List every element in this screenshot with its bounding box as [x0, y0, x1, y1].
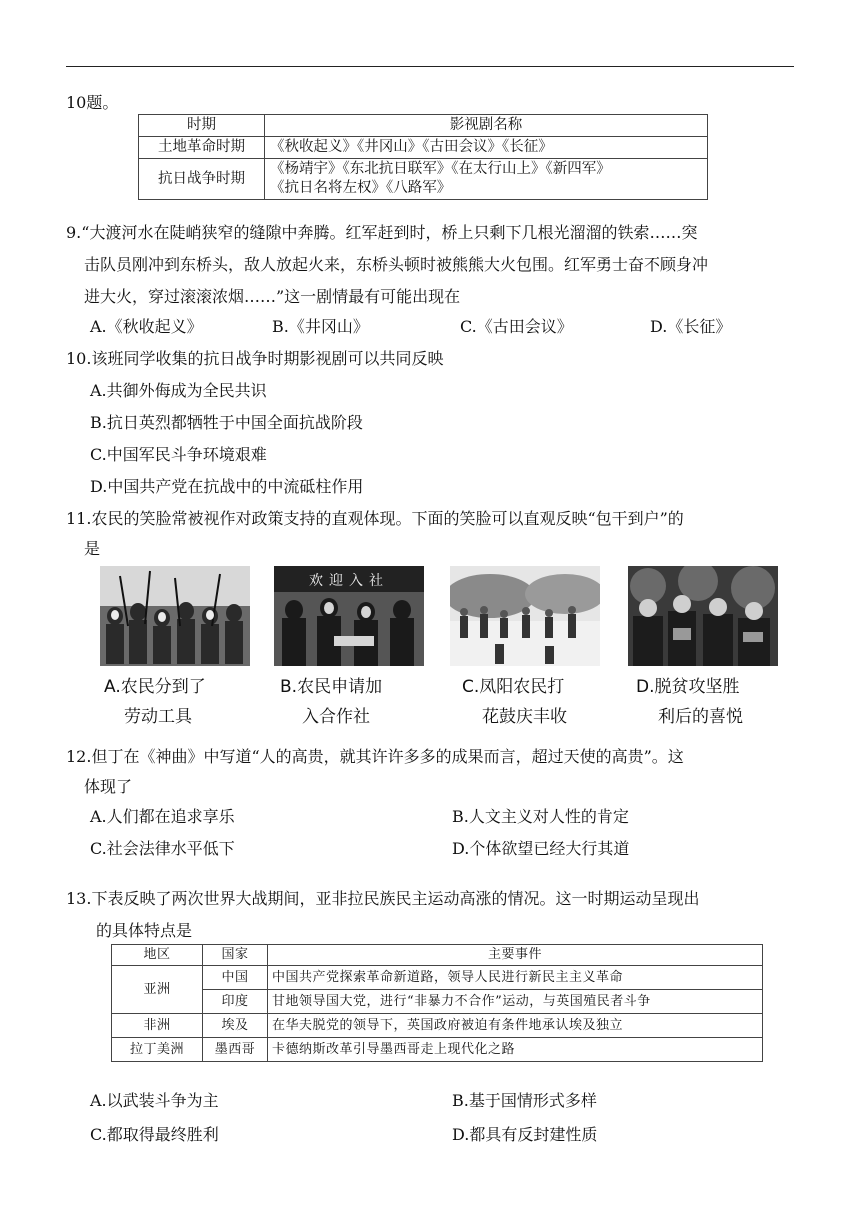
- q11-option-a-line2: 劳动工具: [124, 707, 192, 727]
- photo-join-cooperative: [274, 566, 424, 666]
- table-cell-titles: [265, 159, 708, 200]
- q10-option-c[interactable]: C.中国军民斗争环境艰难: [90, 445, 267, 464]
- q13-stem-line: 13.下表反映了两次世界大战期间，亚非拉民族民主运动高涨的情况。这一时期运动呈现出: [66, 889, 700, 908]
- table-cell-titles-line: 《抗日名将左权》《八路军》: [270, 180, 452, 196]
- table-cell-country: 埃及: [203, 1014, 268, 1038]
- q11-option-c[interactable]: [462, 672, 622, 732]
- table-header-period: 时期: [139, 115, 265, 137]
- q10-option-a[interactable]: A.共御外侮成为全民共识: [90, 381, 267, 400]
- table-cell-event: 卡德纳斯改革引导墨西哥走上现代化之路: [268, 1038, 763, 1062]
- table-cell-country: 印度: [203, 990, 268, 1014]
- q11-option-c-line1: C.凤阳农民打: [462, 677, 565, 697]
- q9-stem-line: 9.“大渡河水在陡峭狭窄的缝隙中奔腾。红军赶到时，桥上只剩下几根光溜溜的铁索……突: [66, 223, 698, 242]
- q10-stem-line: 10.该班同学收集的抗日战争时期影视剧可以共同反映: [66, 349, 444, 368]
- q9-option-a[interactable]: A.《秋收起义》: [90, 317, 203, 336]
- table-header-region: 地区: [112, 945, 203, 966]
- q11-option-d-line1: D.脱贫攻坚胜: [636, 677, 740, 697]
- q10-option-b[interactable]: B.抗日英烈都牺牲于中国全面抗战阶段: [90, 413, 363, 432]
- table-cell-region: 非洲: [112, 1014, 203, 1038]
- photo-poverty-victory: [628, 566, 778, 666]
- table-cell-titles: 《秋收起义》《井冈山》《古田会议》《长征》: [265, 137, 708, 159]
- q9-option-c[interactable]: C.《古田会议》: [460, 317, 573, 336]
- table-cell-event: 甘地领导国大党，进行“非暴力不合作”运动，与英国殖民者斗争: [268, 990, 763, 1014]
- q13-stem-line: 的具体特点是: [96, 921, 193, 940]
- q13-option-d[interactable]: D.都具有反封建性质: [452, 1125, 598, 1144]
- photo-flower-drum: [450, 566, 600, 666]
- table-header-event: 主要事件: [268, 945, 763, 966]
- q13-option-b[interactable]: B.基于国情形式多样: [452, 1091, 597, 1110]
- table-cell-period: 抗日战争时期: [139, 159, 265, 200]
- q13-option-a[interactable]: A.以武装斗争为主: [90, 1091, 219, 1110]
- table-cell-event: 在华夫脱党的领导下，英国政府被迫有条件地承认埃及独立: [268, 1014, 763, 1038]
- q12-option-b[interactable]: B.人文主义对人性的肯定: [452, 807, 629, 826]
- table-header-titles: 影视剧名称: [265, 115, 708, 137]
- drama-table: [138, 114, 708, 200]
- q11-option-b-line2: 入合作社: [302, 707, 370, 727]
- movement-table: [111, 944, 763, 1062]
- q11-option-a-line1: A.农民分到了: [104, 677, 206, 697]
- q11-option-b[interactable]: [280, 672, 440, 732]
- photo-banner-text: 欢迎入社: [309, 573, 389, 589]
- q11-option-d-line2: 利后的喜悦: [658, 707, 743, 727]
- q11-stem-line: 是: [84, 539, 101, 558]
- table-cell-period: 土地革命时期: [139, 137, 265, 159]
- q11-stem-line: 11.农民的笑脸常被视作对政策支持的直观体现。下面的笑脸可以直观反映“包干到户”的: [66, 509, 684, 528]
- q11-option-c-line2: 花鼓庆丰收: [482, 707, 567, 727]
- table-cell-titles-line: 《杨靖宇》《东北抗日联军》《在太行山上》《新四军》: [270, 161, 611, 177]
- table-cell-country: 中国: [203, 966, 268, 990]
- q9-stem-line: 进大火，穿过滚滚浓烟……”这一剧情最有可能出现在: [84, 287, 461, 306]
- q11-option-a[interactable]: [104, 672, 264, 732]
- q11-option-d[interactable]: [636, 672, 796, 732]
- q11-option-b-line1: B.农民申请加: [280, 677, 383, 697]
- q12-stem-line: 体现了: [84, 777, 133, 796]
- q9-option-b[interactable]: B.《井冈山》: [272, 317, 369, 336]
- q12-option-d[interactable]: D.个体欲望已经大行其道: [452, 839, 630, 858]
- header-rule: [66, 66, 794, 67]
- q12-option-a[interactable]: A.人们都在追求享乐: [90, 807, 235, 826]
- table-cell-country: 墨西哥: [203, 1038, 268, 1062]
- q12-stem-line: 12.但丁在《神曲》中写道“人的高贵，就其许许多多的成果而言，超过天使的高贵”。这: [66, 747, 684, 766]
- table-cell-event: 中国共产党探索革命新道路，领导人民进行新民主主义革命: [268, 966, 763, 990]
- table-header-country: 国家: [203, 945, 268, 966]
- table-cell-region: 拉丁美洲: [112, 1038, 203, 1062]
- q9-stem-line: 击队员刚冲到东桥头，敌人放起火来，东桥头顿时被熊熊大火包围。红军勇士奋不顾身冲: [84, 255, 709, 274]
- intro-text: 10题。: [66, 93, 119, 112]
- q10-option-d[interactable]: D.中国共产党在抗战中的中流砥柱作用: [90, 477, 364, 496]
- photo-farmers-tools: [100, 566, 250, 666]
- q9-option-d[interactable]: D.《长征》: [650, 317, 732, 336]
- q13-option-c[interactable]: C.都取得最终胜利: [90, 1125, 219, 1144]
- table-cell-region: 亚洲: [112, 966, 203, 1014]
- q12-option-c[interactable]: C.社会法律水平低下: [90, 839, 235, 858]
